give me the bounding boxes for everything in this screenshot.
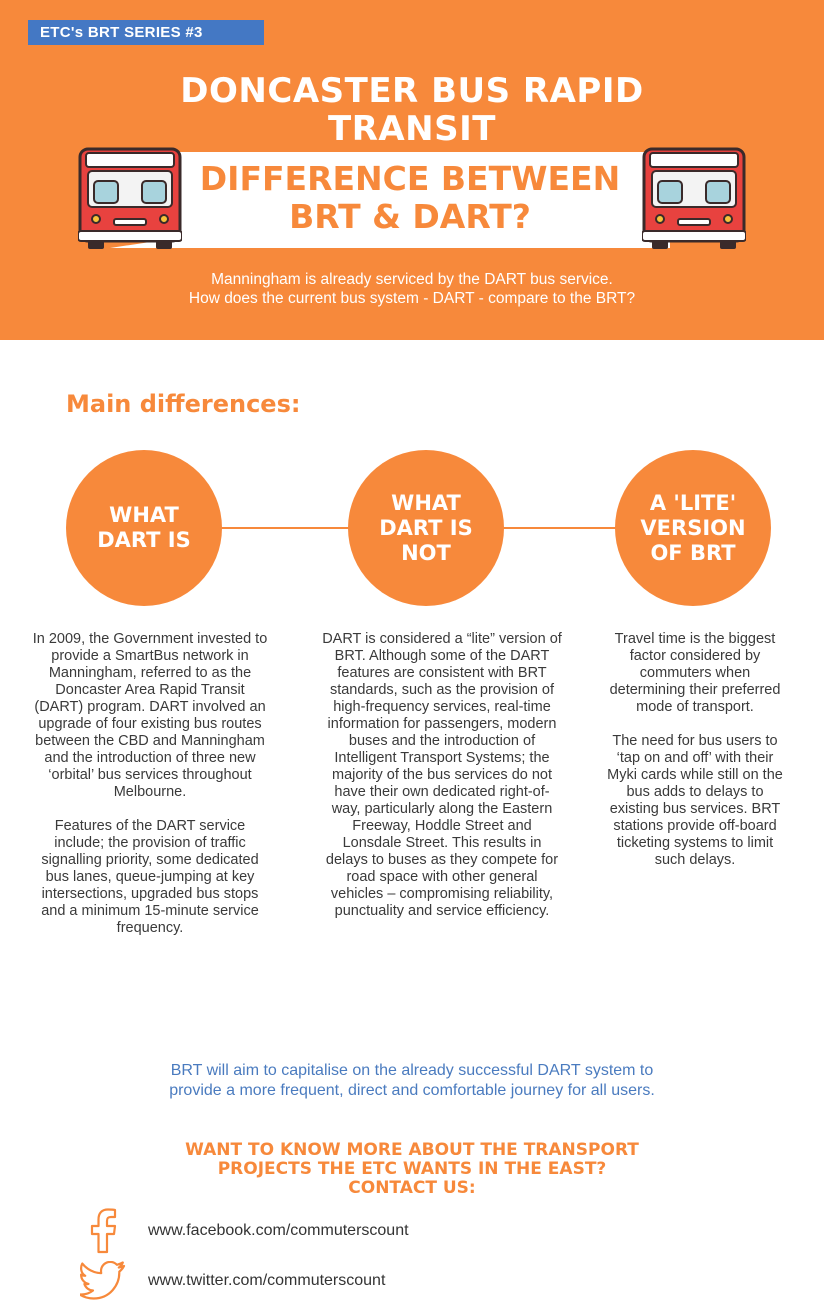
subtitle <box>150 160 670 236</box>
closing-statement <box>0 1061 824 1101</box>
column-what-dart-is <box>30 631 270 954</box>
cta-line-1: WANT TO KNOW MORE ABOUT THE TRANSPORT <box>185 1140 639 1160</box>
section-heading: Main differences: <box>66 390 301 418</box>
column-lite-version <box>605 631 785 886</box>
column-paragraph: The need for bus users to ‘tap on and off’ with their Myki cards while still on the bus adds to delays to existing bus services. BRT stations provide off-board ticketing systems to limit such delays. <box>607 733 783 868</box>
circle-lite-version <box>615 450 771 606</box>
title-line-2: TRANSIT <box>328 109 496 149</box>
cta-line-2: PROJECTS THE ETC WANTS IN THE EAST? <box>217 1159 607 1179</box>
series-tag: ETC's BRT SERIES #3 <box>28 20 264 45</box>
column-paragraph: Travel time is the biggest factor considered by commuters when determining their preferred mode of transport. <box>609 631 781 715</box>
circle-label: WHAT DART IS NOT <box>379 490 473 565</box>
column-paragraph: DART is considered a “lite” version of BRT. Although some of the DART features are consistent with BRT standards, such as the provision of high-frequency services, real-time information for passengers, modern buses and the introduction of Intelligent Transport Systems; the majority of the bus services do not have their own dedicated right-of-way, particularly along the Eastern Freeway, Hoddle Street and Lonsdale Street. This results in delays to buses as they compete for road space with other general vehicles – compromising reliability, punctuality and service efficiency. <box>322 631 562 919</box>
subtitle-line-2: BRT & DART? <box>289 197 531 236</box>
call-to-action <box>0 1141 824 1198</box>
facebook-row[interactable] <box>78 1208 409 1254</box>
closing-line-1: BRT will aim to capitalise on the already successful DART system to <box>170 1062 654 1079</box>
circle-what-dart-is <box>66 450 222 606</box>
intro-text <box>0 270 824 308</box>
cta-line-3: CONTACT US: <box>348 1178 476 1198</box>
intro-line-1: Manningham is already serviced by the DART bus service. <box>211 271 613 288</box>
bus-icon <box>642 147 746 251</box>
page-title <box>0 72 824 148</box>
circle-what-dart-is-not <box>348 450 504 606</box>
intro-line-2: How does the current bus system - DART - compare to the BRT? <box>188 290 636 307</box>
subtitle-line-1: DIFFERENCE BETWEEN <box>199 159 621 198</box>
title-line-1: DONCASTER BUS RAPID <box>180 71 644 111</box>
twitter-icon[interactable] <box>78 1258 128 1304</box>
closing-line-2: provide a more frequent, direct and comfortable journey for all users. <box>169 1082 655 1099</box>
circle-label: WHAT DART IS <box>97 503 191 552</box>
bus-icon <box>78 147 182 251</box>
facebook-link[interactable]: www.facebook.com/commuterscount <box>148 1222 409 1239</box>
header-banner <box>0 0 824 340</box>
column-paragraph: Features of the DART service include; the provision of traffic signalling priority, some dedicated bus lanes, queue-jumping at key intersections, upgraded bus stops and a minimum 15-minute service frequency. <box>41 818 259 936</box>
circle-label: A 'LITE' VERSION OF BRT <box>640 490 746 565</box>
column-paragraph: In 2009, the Government invested to provide a SmartBus network in Manningham, referred to as the Doncaster Area Rapid Transit (DART) program. DART involved an upgrade of four existing bus routes between the CBD and Manningham and the introduction of three new ‘orbital’ bus services throughout Melbourne. <box>32 631 268 800</box>
twitter-row[interactable] <box>78 1258 385 1304</box>
facebook-icon[interactable] <box>78 1208 128 1254</box>
column-what-dart-is-not <box>322 631 562 937</box>
twitter-link[interactable]: www.twitter.com/commuterscount <box>148 1272 386 1289</box>
